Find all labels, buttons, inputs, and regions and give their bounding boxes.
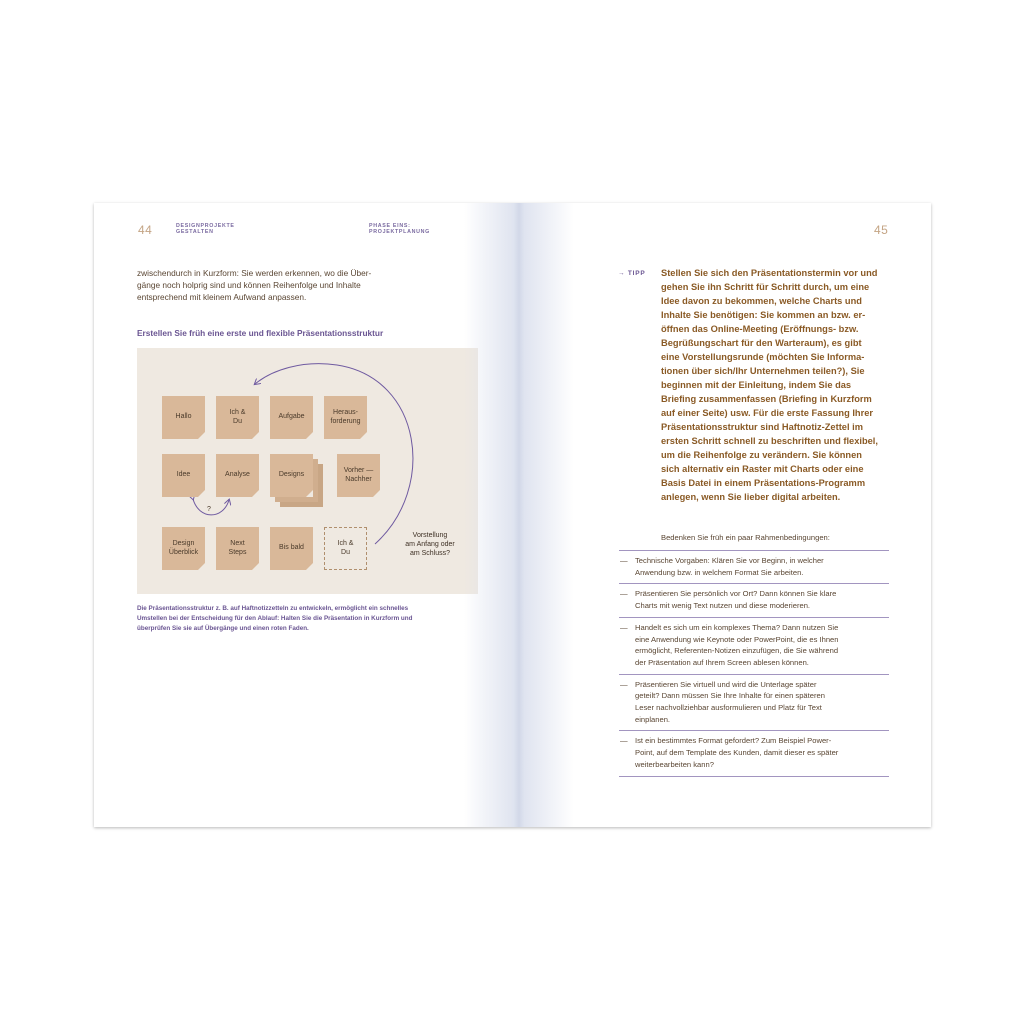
condition-line: Point, auf dem Template des Kunden, damit dieser es später xyxy=(635,748,839,758)
note-label: Hallo xyxy=(175,413,192,421)
tipp-line: beginnen mit der Einleitung, indem Sie das xyxy=(661,380,852,390)
condition-item xyxy=(619,617,889,674)
question-mark: ? xyxy=(207,506,211,513)
condition-line: der Präsentation auf Ihrem Screen ablesen können. xyxy=(635,657,809,667)
note-label: Designs xyxy=(278,471,305,479)
sticky-note xyxy=(270,396,313,439)
dash-marker: — xyxy=(620,556,628,565)
running-head-right: PHASE EINS: PROJEKTPLANUNG xyxy=(369,223,431,235)
sticky-note xyxy=(216,454,259,497)
tipp-line: sich alternativ ein Raster mit Charts oder eine xyxy=(661,464,864,474)
intro-paragraph xyxy=(137,267,371,304)
annotation-line: am Anfang oder xyxy=(405,541,455,548)
text-line: gänge noch holprig sind und können Reihenfolge und Inhalte xyxy=(137,280,361,291)
tipp-label: → TIPP xyxy=(618,270,646,277)
dash-marker: — xyxy=(620,622,628,632)
page-number-right: 45 xyxy=(874,223,889,237)
tipp-line: auf einer Seite) usw. Für die erste Fassung Ihrer xyxy=(661,408,873,418)
caption-line: überprüfen Sie sie auf Übergänge und einen roten Faden. xyxy=(137,624,309,632)
conditions-intro: Bedenken Sie früh ein paar Rahmenbedingungen: xyxy=(661,533,830,542)
condition-line: Anwendung bzw. in welchem Format Sie arbeiten. xyxy=(635,567,804,577)
condition-line: Präsentieren Sie virtuell und wird die Unterlage später xyxy=(635,679,817,689)
annotation-line: Vorstellung xyxy=(412,532,448,539)
condition-line: eine Anwendung wie Keynote oder PowerPoint, die es Ihnen xyxy=(635,634,839,644)
sticky-note xyxy=(324,396,367,439)
right-page xyxy=(514,203,931,827)
condition-item xyxy=(619,674,889,731)
text-line: zwischendurch in Kurzform: Sie werden erkennen, wo die Über- xyxy=(137,268,372,278)
sticky-note xyxy=(216,396,259,439)
tipp-line: Präsentationsstruktur sind Haftnotiz-Zettel im xyxy=(661,422,863,432)
tipp-line: um die Reihenfolge zu verändern. Sie können xyxy=(661,450,862,460)
condition-line: Präsentieren Sie persönlich vor Ort? Dann können Sie klare xyxy=(635,589,837,599)
text-line: entsprechend mit kleinem Aufwand anpassen. xyxy=(137,292,307,303)
tipp-line: Begrüßungschart für den Warteraum), es gibt xyxy=(661,338,862,348)
tipp-line: Briefing zusammenfassen (Briefing in Kurzform xyxy=(661,394,872,404)
dash-marker: — xyxy=(620,589,628,599)
sticky-note-placeholder xyxy=(324,527,367,570)
condition-item xyxy=(619,583,889,616)
diagram-annotation xyxy=(395,531,465,558)
tipp-paragraph xyxy=(661,266,878,504)
condition-line: geteilt? Dann müssen Sie Ihre Inhalte für einen späteren xyxy=(635,691,825,701)
caption-line: Die Präsentationsstruktur z. B. auf Haftnotizzetteln zu entwickeln, ermöglicht ein schnelles xyxy=(137,605,409,612)
annotation-line: am Schluss? xyxy=(409,550,451,557)
condition-item xyxy=(619,550,889,583)
condition-item xyxy=(619,730,889,776)
condition-line: Charts mit wenig Text nutzen und diese moderieren. xyxy=(635,601,811,611)
note-label: Idee xyxy=(176,471,191,479)
sticky-note xyxy=(162,396,205,439)
condition-line: Technische Vorgaben: Klären Sie vor Beginn, in welcher xyxy=(635,556,824,565)
sticky-note xyxy=(162,454,205,497)
tipp-line: Basis Datei in einem Präsentations-Programm xyxy=(661,478,866,488)
tipp-line: Inhalte Sie benötigen: Sie kommen an bzw. er- xyxy=(661,310,866,320)
tipp-line: gehen Sie ihn Schritt für Schritt durch, um eine xyxy=(661,282,870,292)
note-label: Aufgabe xyxy=(278,413,305,421)
running-head-left: DESIGNPROJEKTE GESTALTEN xyxy=(176,223,235,235)
condition-line: Ist ein bestimmtes Format gefordert? Zum Beispiel Power- xyxy=(635,736,832,746)
note-label: Heraus-forderung xyxy=(330,409,361,425)
note-label: Ich & Du xyxy=(229,409,246,425)
sticky-note-diagram xyxy=(137,348,478,594)
conditions-list xyxy=(619,550,889,777)
sticky-note xyxy=(162,527,205,570)
open-book xyxy=(94,203,931,827)
dash-marker: — xyxy=(620,736,628,746)
book-gutter-shadow xyxy=(464,203,574,827)
condition-line: einplanen. xyxy=(635,714,671,724)
condition-line: weiterbearbeiten kann? xyxy=(635,759,714,769)
tipp-line: Stellen Sie sich den Präsentationstermin vor und xyxy=(661,268,878,278)
sticky-note xyxy=(270,527,313,570)
condition-line: ermöglicht, Referenten-Notizen einzufügen, die Sie während xyxy=(635,646,839,656)
note-label: Analyse xyxy=(225,471,250,479)
tipp-line: anlegen, wenn Sie lieber digital arbeiten. xyxy=(661,492,841,502)
sticky-note xyxy=(270,454,313,497)
tipp-line: ersten Schritt schnell zu beschriften und flexibel, xyxy=(661,436,878,446)
condition-line: Handelt es sich um ein komplexes Thema? Dann nutzen Sie xyxy=(635,622,839,632)
note-label: Bis bald xyxy=(279,544,304,552)
swap-arrow xyxy=(193,499,229,515)
dash-marker: — xyxy=(620,679,628,689)
page-number-left: 44 xyxy=(138,223,153,237)
sticky-note xyxy=(216,527,259,570)
figure-caption xyxy=(137,604,412,633)
note-label: Vorher — Nachher xyxy=(343,467,374,483)
note-label: Ich & Du xyxy=(337,540,354,556)
note-label: Design Überblick xyxy=(168,540,199,556)
tipp-line: tionen über sich/Ihr Unternehmen teilen?), Sie xyxy=(661,366,865,376)
tipp-line: öffnen das Online-Meeting (Eröffnungs- bzw. xyxy=(661,324,859,334)
sticky-note xyxy=(337,454,380,497)
section-subheading: Erstellen Sie früh eine erste und flexible Präsentationsstruktur xyxy=(137,328,384,338)
tipp-line: eine Vorstellungsrunde (möchten Sie Informa- xyxy=(661,352,865,362)
caption-line: Umstellen bei der Entscheidung für den Ablauf: Halten Sie die Präsentation in Kurzform und xyxy=(137,614,413,622)
condition-line: Leser nachvollziehbar ausformulieren und Platz für Text xyxy=(635,703,822,713)
note-label: Next Steps xyxy=(228,540,247,556)
left-page xyxy=(94,203,514,827)
tipp-line: Idee davon zu bekommen, welche Charts und xyxy=(661,296,862,306)
